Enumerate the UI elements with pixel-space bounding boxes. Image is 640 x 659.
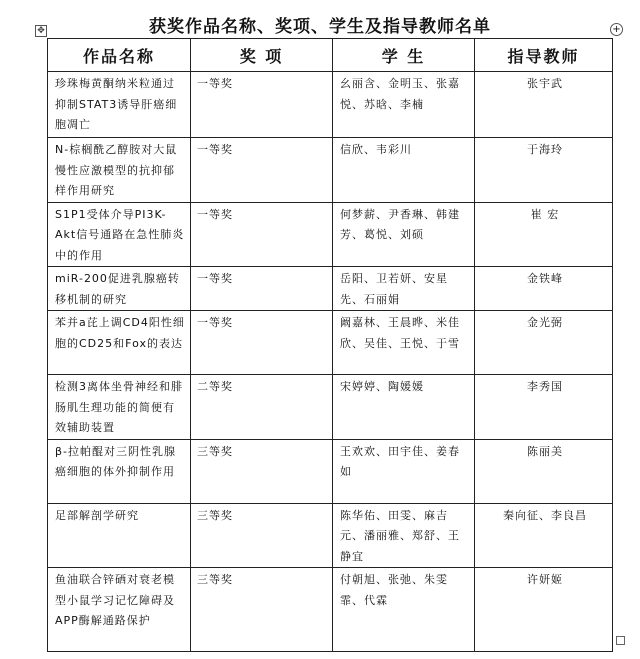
- cell-work[interactable]: N-棕榈酰乙醇胺对大鼠慢性应激模型的抗抑郁样作用研究: [48, 138, 191, 203]
- cell-award[interactable]: 三等奖: [191, 568, 333, 652]
- table-header-row: [48, 39, 613, 72]
- table-move-handle-icon[interactable]: ✥: [35, 25, 47, 37]
- table-row: [48, 568, 613, 652]
- cell-advisor[interactable]: 李秀国: [475, 375, 613, 440]
- table-row: [48, 375, 613, 440]
- cell-award[interactable]: 一等奖: [191, 138, 333, 203]
- cell-students[interactable]: 王欢欢、田宇佳、姜春如: [333, 439, 475, 503]
- cell-award[interactable]: 三等奖: [191, 439, 333, 503]
- insert-column-icon[interactable]: +: [610, 23, 623, 36]
- table-row: [48, 138, 613, 203]
- cell-advisor[interactable]: 许妍姬: [475, 568, 613, 652]
- cell-work[interactable]: 珍珠梅黄酮纳米粒通过抑制STAT3诱导肝癌细胞凋亡: [48, 72, 191, 138]
- cell-award[interactable]: 一等奖: [191, 267, 333, 311]
- cell-work[interactable]: miR-200促进乳腺癌转移机制的研究: [48, 267, 191, 311]
- header-students: 学 生: [333, 39, 475, 72]
- cell-students[interactable]: 信欣、韦彩川: [333, 138, 475, 203]
- table-resize-handle[interactable]: [616, 636, 625, 645]
- cell-students[interactable]: 宋婷婷、陶媛媛: [333, 375, 475, 440]
- table-row: [48, 503, 613, 568]
- cell-award[interactable]: 一等奖: [191, 202, 333, 267]
- cell-award[interactable]: 三等奖: [191, 503, 333, 568]
- cell-students[interactable]: 付朝旭、张弛、朱雯霏、代霖: [333, 568, 475, 652]
- cell-work[interactable]: 检测3离体坐骨神经和腓肠肌生理功能的简便有效辅助装置: [48, 375, 191, 440]
- cell-work[interactable]: 足部解剖学研究: [48, 503, 191, 568]
- cell-award[interactable]: 一等奖: [191, 72, 333, 138]
- document-title: 获奖作品名称、奖项、学生及指导教师名单: [149, 17, 491, 37]
- table-row: [48, 202, 613, 267]
- cell-advisor[interactable]: 陈丽美: [475, 439, 613, 503]
- header-work: 作品名称: [48, 39, 191, 72]
- header-award: 奖 项: [191, 39, 333, 72]
- cell-work[interactable]: β-拉帕醌对三阴性乳腺癌细胞的体外抑制作用: [48, 439, 191, 503]
- cell-work[interactable]: S1P1受体介导PI3K-Akt信号通路在急性肺炎中的作用: [48, 202, 191, 267]
- cell-students[interactable]: 何梦薪、尹香琳、韩建芳、葛悦、刘硕: [333, 202, 475, 267]
- cell-students[interactable]: 陈华佑、田雯、麻吉元、潘丽雅、郑舒、王静宜: [333, 503, 475, 568]
- table-row: [48, 267, 613, 311]
- cell-award[interactable]: 二等奖: [191, 375, 333, 440]
- header-advisor: 指导教师: [475, 39, 613, 72]
- cell-advisor[interactable]: 崔 宏: [475, 202, 613, 267]
- table-row: [48, 311, 613, 375]
- cell-work[interactable]: 鱼油联合锌硒对衰老模型小鼠学习记忆障碍及APP酶解通路保护: [48, 568, 191, 652]
- cell-students[interactable]: 幺丽含、金明玉、张嘉悦、苏晗、李楠: [333, 72, 475, 138]
- cell-advisor[interactable]: 金铁峰: [475, 267, 613, 311]
- cell-work[interactable]: 苯并a芘上调CD4阳性细胞的CD25和Fox的表达: [48, 311, 191, 375]
- cell-advisor[interactable]: 金光弼: [475, 311, 613, 375]
- table-row: [48, 439, 613, 503]
- cell-advisor[interactable]: 秦向征、李良昌: [475, 503, 613, 568]
- cell-advisor[interactable]: 张宇武: [475, 72, 613, 138]
- award-table: [47, 38, 613, 652]
- table-row: [48, 72, 613, 138]
- cell-students[interactable]: 岳阳、卫若妍、安星先、石丽娟: [333, 267, 475, 311]
- cell-advisor[interactable]: 于海玲: [475, 138, 613, 203]
- cell-award[interactable]: 一等奖: [191, 311, 333, 375]
- cell-students[interactable]: 阚嘉林、王晨晔、米佳欣、吴佳、王悦、于雪: [333, 311, 475, 375]
